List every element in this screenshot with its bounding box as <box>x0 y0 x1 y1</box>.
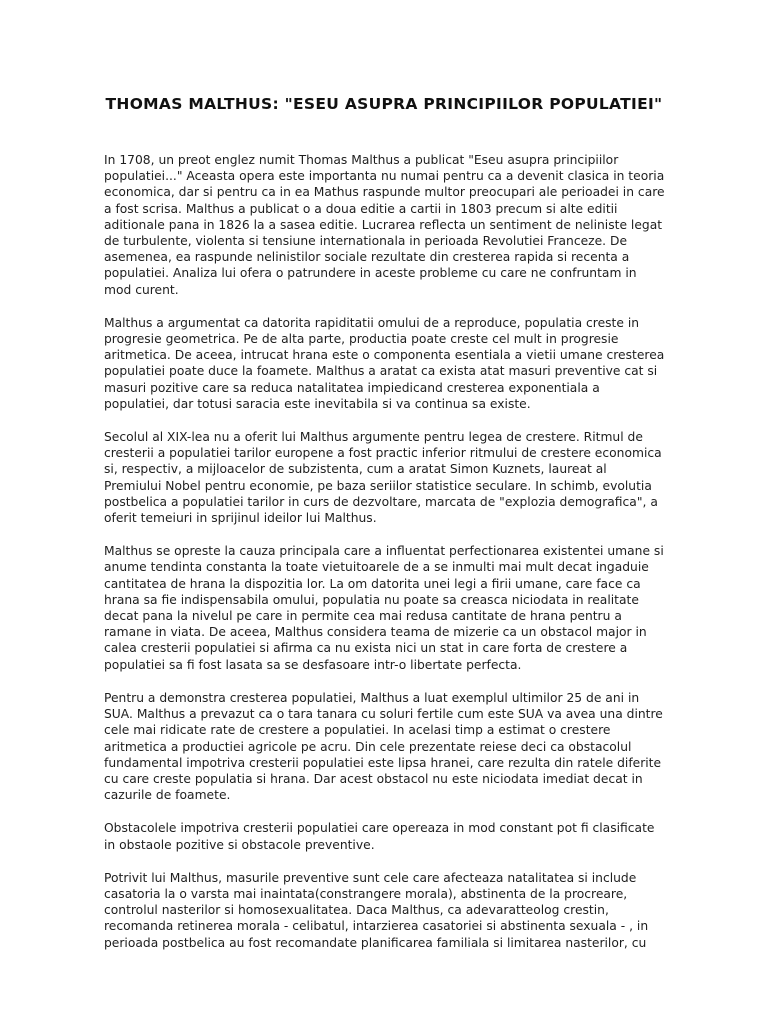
paragraph-7: Potrivit lui Malthus, masurile preventive sunt cele care afecteaza natalitatea si include casatoria la o varsta mai inaintata(constrangere morala), abstinenta de la procreare, controlul nasterilor si homosexualitatea. Daca Malthus, ca adevaratteolog crestin, recomanda retinerea morala - celibatul, intarzierea casatoriei si abstinenta sexuala - , in perioada postbelica au fost recomandate planificarea familiala si limitarea nasterilor, cu <box>104 870 649 950</box>
paragraph-6: Obstacolele impotriva cresterii populatiei care opereaza in mod constant pot fi clasificate in obstaole pozitive si obstacole preventive. <box>104 821 655 852</box>
paragraph-2: Malthus a argumentat ca datorita rapiditatii omului de a reproduce, populatia creste in progresie geometrica. Pe de alta parte, productia poate creste cel mult in progresie aritmetica. De aceea, intrucat hrana este o componenta esentiala a vietii umane cresterea populatiei poate duce la foamete. Malthus a aratat ca exista atat masuri preventive cat si masuri pozitive care sa reduca natalitatea impiedicand cresterea exponentiala a populatiei, dar totusi saracia este inevitabila si va continua sa existe. <box>104 315 665 411</box>
document-body <box>104 152 665 968</box>
paragraph-5: Pentru a demonstra cresterea populatiei, Malthus a luat exemplul ultimilor 25 de ani in SUA. Malthus a prevazut ca o tara tanara cu soluri fertile cum este SUA va avea una dintre cele mai ridicate rate de crestere a populatiei. In acelasi timp a estimat o crestere aritmetica a productiei agricole pe acru. Din cele prezentate reiese deci ca obstacolul fundamental impotriva cresterii populatiei este lipsa hranei, care rezulta din ratele diferite cu care creste populatia si hrana. Dar acest obstacol nu este niciodata imediat decat in cazurile de foamete. <box>104 690 663 803</box>
paragraph-3: Secolul al XIX-lea nu a oferit lui Malthus argumente pentru legea de crestere. Ritmul de cresterii a populatiei tarilor europene a fost practic inferior ritmului de crestere economica si, respectiv, a mijloacelor de subzistenta, cum a aratat Simon Kuznets, laureat al Premiului Nobel pentru economie, pe baza seriilor statistice seculare. In schimb, evolutia postbelica a populatiei tarilor in curs de dezvoltare, marcata de "explozia demografica", a oferit temeiuri in sprijinul ideilor lui Malthus. <box>104 430 662 526</box>
paragraph-4: Malthus se opreste la cauza principala care a influentat perfectionarea existentei umane si anume tendinta constanta la toate vietuitoarele de a se inmulti mai mult decat ingaduie cantitatea de hrana la dispozitia lor. La om datorita unei legi a firii umane, care face ca hrana sa fie indispensabila omului, populatia nu poate sa creasca niciodata in realitate decat pana la nivelul pe care in permite cea mai redusa cantitate de hrana pentru a ramane in viata. De aceea, Malthus considera teama de mizerie ca un obstacol major in calea cresterii populatiei si afirma ca nu exista nici un stat in care forta de crestere a populatiei sa fi fost lasata sa se desfasoare intr-o libertate perfecta. <box>104 544 664 672</box>
paragraph-1: In 1708, un preot englez numit Thomas Malthus a publicat "Eseu asupra principiilor populatiei..." Aceasta opera este importanta nu numai pentru ca a devenit clasica in teoria economica, dar si pentru ca in ea Mathus raspunde multor preocupari ale perioadei in care a fost scrisa. Malthus a publicat o a doua editie a cartii in 1803 precum si alte editii aditionale pana in 1826 la a sasea editie. Lucrarea reflecta un sentiment de neliniste legat de turbulente, violenta si tensiune internationala in perioada Revolutiei Franceze. De asemenea, ea raspunde nelinistilor sociale rezultate din cresterea rapida si recenta a populatiei. Analiza lui ofera o patrundere in aceste probleme cu care ne confruntam in mod curent. <box>104 153 665 297</box>
document-title: THOMAS MALTHUS: "ESEU ASUPRA PRINCIPIILOR POPULATIEI" <box>105 95 663 113</box>
